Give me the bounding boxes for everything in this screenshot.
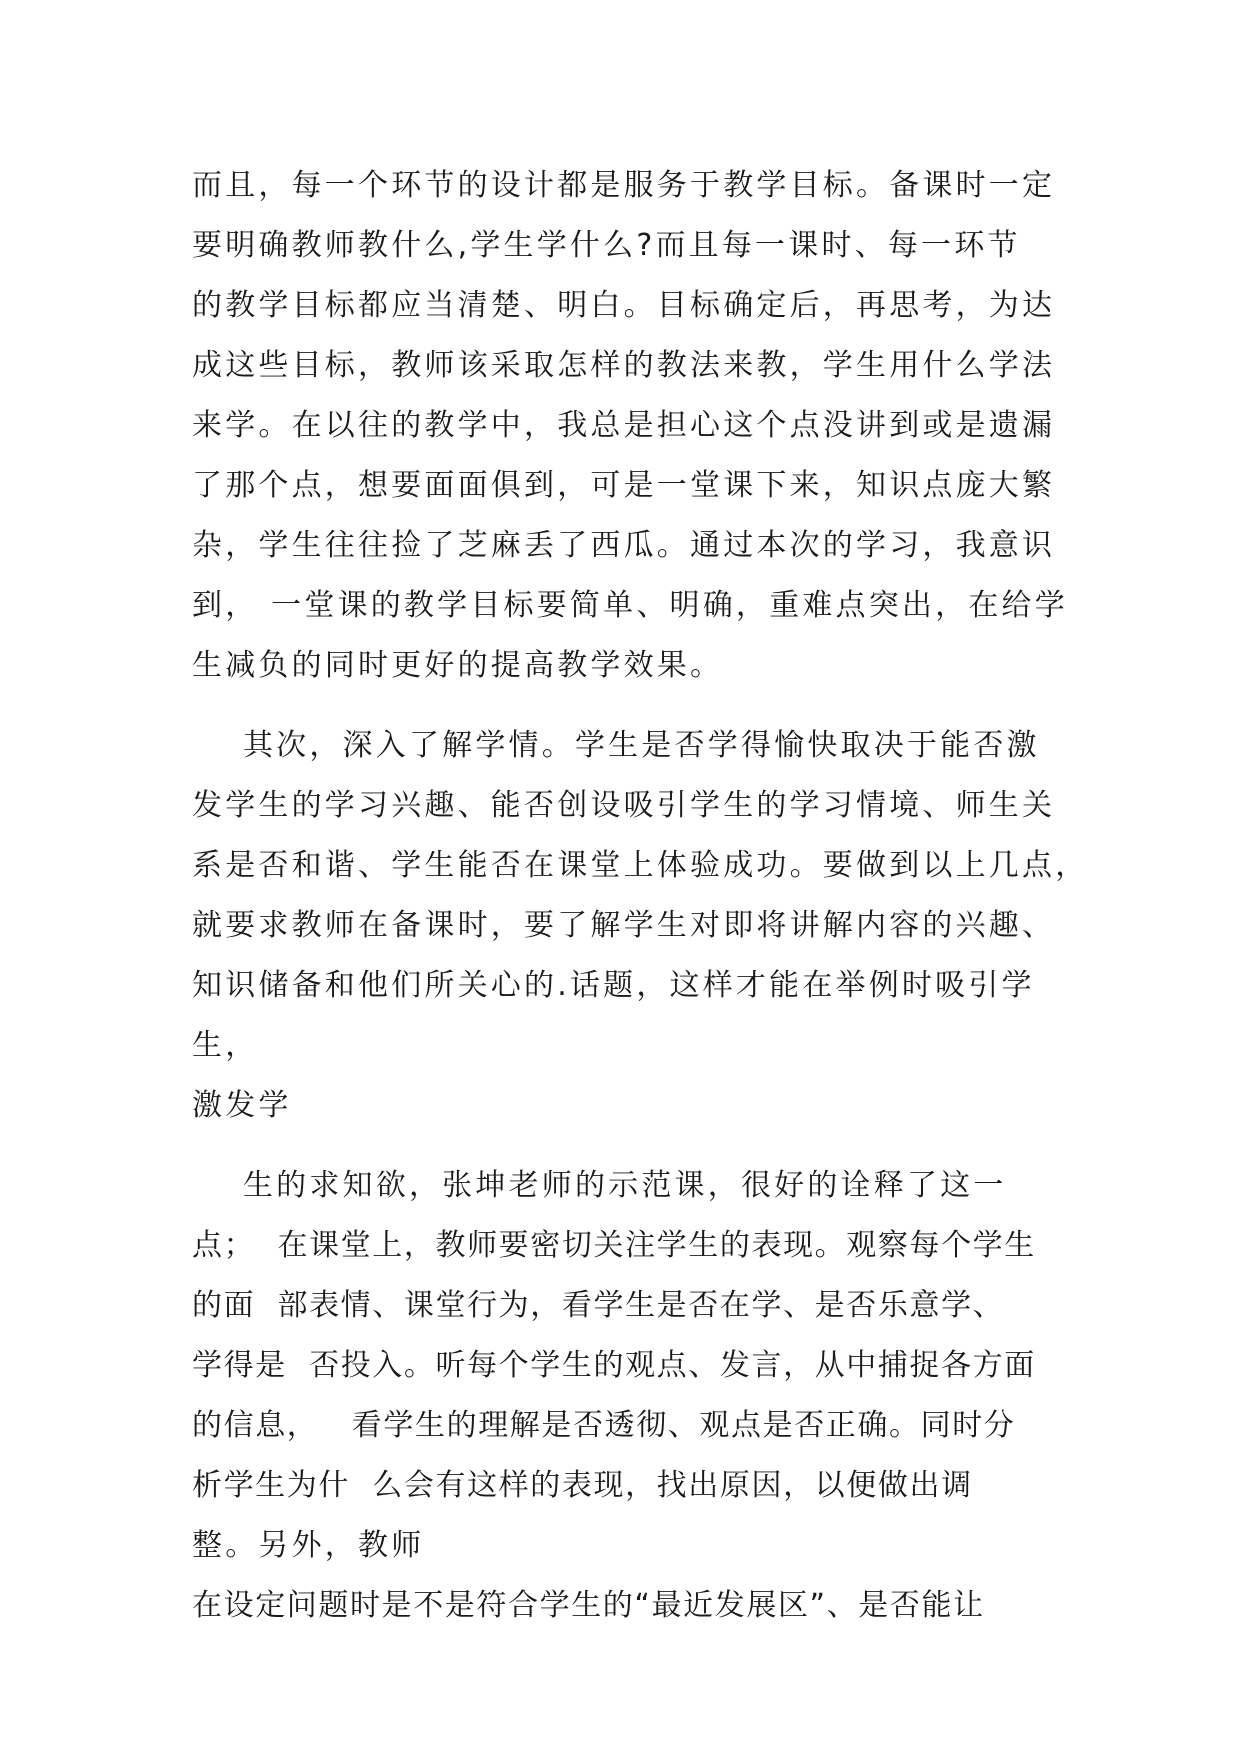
- text-line: 发学生的学习兴趣、能否创设吸引学生的学习情境、师生关: [192, 788, 1056, 823]
- text-line: 整。另外，教师: [192, 1528, 425, 1563]
- text-line: 了那个点，想要面面俱到，可是一堂课下来，知识点庞大繁: [192, 468, 1056, 503]
- text-line: 在设定问题时是不是符合学生的“最近发展区”、是否能让: [192, 1588, 985, 1623]
- text-line: 点； 在课堂上，教师要密切关注学生的表现。观察每个学生: [192, 1228, 1036, 1263]
- text-line: 杂，学生往往捡了芝麻丢了西瓜。通过本次的学习，我意识: [192, 528, 1056, 563]
- text-line: 要明确教师教什么,学生学什么?而且每一课时、每一环节: [192, 228, 1021, 263]
- text-line: 知识储备和他们所关心的.话题，这样才能在举例时吸引学: [192, 968, 1035, 1003]
- text-line: 成这些目标，教师该采取怎样的教法来教，学生用什么学法: [192, 348, 1056, 383]
- text-line: 系是否和谐、学生能否在课堂上体验成功。要做到以上几点，: [192, 848, 1089, 883]
- text-line: 析学生为什 么会有这样的表现，找出原因，以便做出调: [192, 1468, 973, 1503]
- text-line: 就要求教师在备课时，要了解学生对即将讲解内容的兴趣、: [192, 908, 1056, 943]
- text-line: 的教学目标都应当清楚、明白。目标确定后，再思考，为达: [192, 288, 1056, 323]
- text-line: 学得是 否投入。听每个学生的观点、发言，从中捕捉各方面: [192, 1348, 1036, 1383]
- text-line: 激发学: [192, 1088, 292, 1123]
- text-line: 其次，深入了解学情。学生是否学得愉快取决于能否激: [192, 728, 1040, 763]
- text-line: 的信息， 看学生的理解是否透彻、观点是否正确。同时分: [192, 1408, 1016, 1443]
- text-line: 生减负的同时更好的提高教学效果。: [192, 648, 724, 683]
- text-line: 的面 部表情、课堂行为，看学生是否在学、是否乐意学、: [192, 1288, 1005, 1323]
- text-line: 生的求知欲，张坤老师的示范课，很好的诠释了这一: [192, 1168, 1007, 1203]
- text-line: 来学。在以往的教学中，我总是担心这个点没讲到或是遗漏: [192, 408, 1056, 443]
- text-line: 而且，每一个环节的设计都是服务于教学目标。备课时一定: [192, 168, 1056, 203]
- text-line: 生，: [192, 1028, 259, 1063]
- text-line: 到， 一堂课的教学目标要简单、明确，重难点突出，在给学: [192, 588, 1068, 623]
